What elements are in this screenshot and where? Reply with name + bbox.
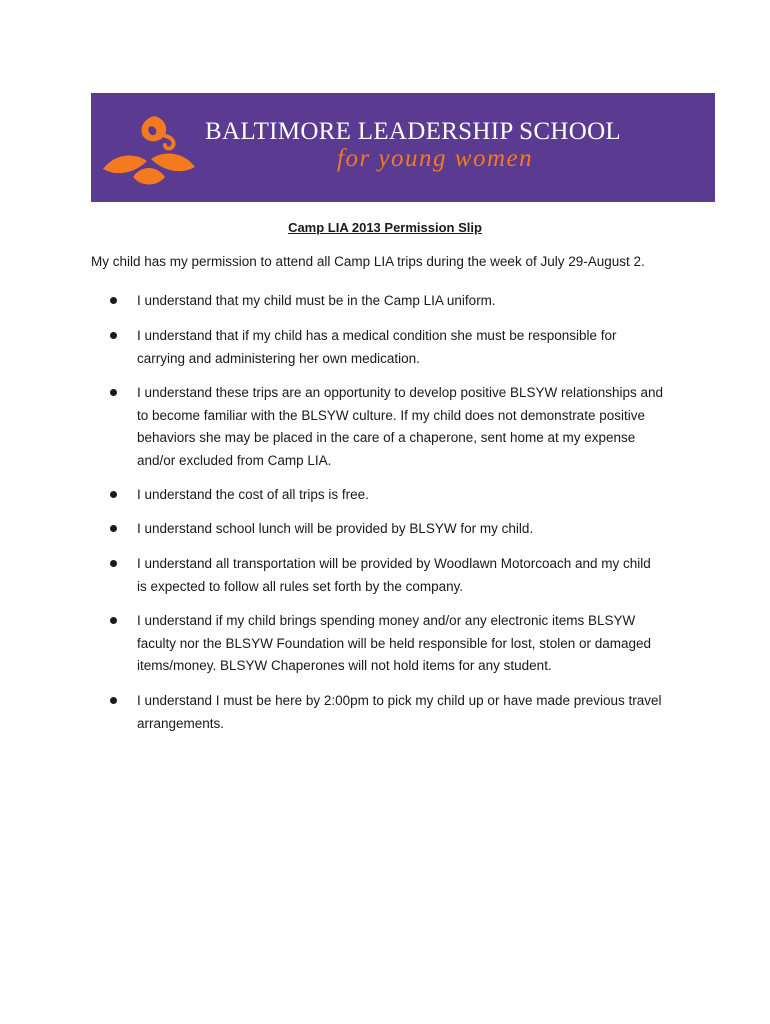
bullet-text (137, 382, 697, 472)
bullet-text (137, 325, 697, 370)
bullet-text (137, 553, 697, 598)
school-name: BALTIMORE LEADERSHIP SCHOOL (205, 118, 621, 145)
bullet-line: items/money. BLSYW Chaperones will not hold items for any student. (137, 658, 552, 673)
bullet-line: I understand these trips are an opportunity to develop positive BLSYW relationships and (137, 385, 664, 400)
bullet-line: faculty nor the BLSYW Foundation will be held responsible for lost, stolen or damaged (137, 635, 652, 651)
bullet-line: I understand if my child brings spending money and/or any electronic items BLSYW (137, 613, 636, 628)
bullet-dot-icon (110, 697, 117, 704)
bullet-line: carrying and administering her own medication. (137, 350, 420, 366)
bullet-text (137, 610, 697, 678)
bullet-line: and/or excluded from Camp LIA. (137, 452, 332, 468)
document-title: Camp LIA 2013 Permission Slip (288, 220, 482, 235)
bullet-dot-icon (110, 491, 117, 498)
bullet-line: to become familiar with the BLSYW culture. If my child does not demonstrate positive (137, 407, 645, 423)
bullet-dot-icon (110, 332, 117, 339)
bullet-line: I understand that if my child has a medical condition she must be responsible for (137, 328, 617, 343)
bullet-text (137, 484, 697, 507)
bullet-line: arrangements. (137, 715, 225, 731)
school-tagline: for young women (337, 145, 534, 172)
bullet-text (137, 690, 697, 735)
bullet-dot-icon (110, 560, 117, 567)
bullet-line: behaviors she may be placed in the care of a chaperone, sent home at my expense (137, 430, 636, 445)
bullet-dot-icon (110, 389, 117, 396)
bullet-text (137, 290, 697, 313)
bullet-line: I understand school lunch will be provided by BLSYW for my child. (137, 521, 534, 536)
school-banner (91, 93, 715, 202)
bullet-line: I understand that my child must be in the Camp LIA uniform. (137, 293, 496, 308)
bullet-dot-icon (110, 297, 117, 304)
intro-paragraph: My child has my permission to attend all Camp LIA trips during the week of July 29-August 2. (91, 254, 645, 269)
lotus-figure-logo (99, 103, 199, 195)
bullet-line: is expected to follow all rules set forth by the company. (137, 578, 464, 594)
bullet-text (137, 518, 697, 541)
bullet-line: I understand the cost of all trips is free. (137, 487, 369, 502)
bullet-line: I understand I must be here by 2:00pm to pick my child up or have made previous travel (137, 693, 662, 708)
bullet-dot-icon (110, 617, 117, 624)
bullet-dot-icon (110, 525, 117, 532)
bullet-line: I understand all transportation will be provided by Woodlawn Motorcoach and my child (137, 556, 651, 571)
